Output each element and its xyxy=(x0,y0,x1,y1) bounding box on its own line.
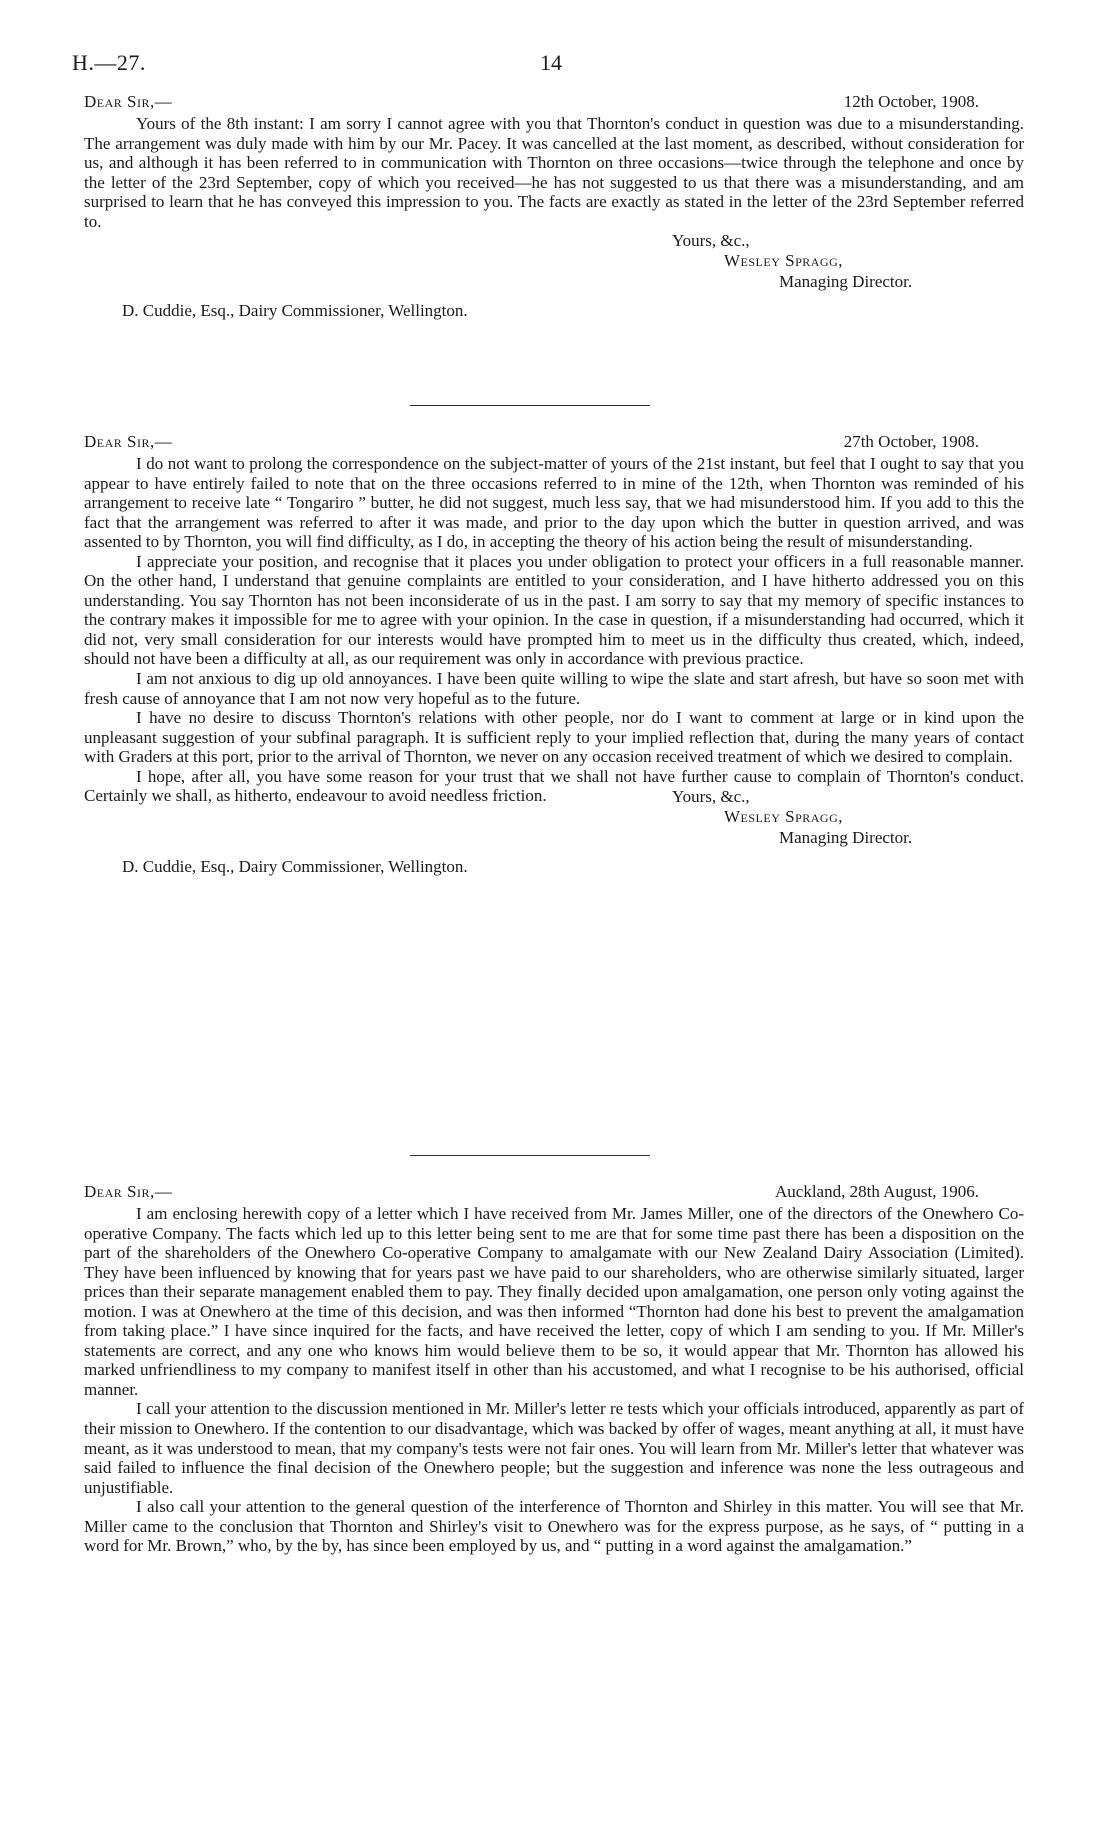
paragraph: I also call your attention to the general question of the interference of Thornton and Shirley in this matter. You will see that Mr. Miller came to the conclusion that Thornton and Shirley's visit to Onewhero was for the express purpose, as he says, of “ putting in a word for Mr. Brown,” who, by the by, has since been employed by us, and “ putting in a word against the amalgamation.” xyxy=(84,1497,1024,1556)
signatory-name: Wesley Spragg, xyxy=(724,806,844,826)
letter-2 xyxy=(84,432,1024,877)
signatory-title: Managing Director. xyxy=(779,827,913,847)
salutation: Dear Sir,— xyxy=(84,432,173,451)
salutation: Dear Sir,— xyxy=(84,92,173,111)
paragraph: I am enclosing herewith copy of a letter which I have received from Mr. James Miller, one of the directors of the Onewhero Co-operative Company. The facts which led up to this letter being sent to me are that for some time past there has been a disposition on the part of the shareholders of the Onewhero Co-operative Company to amalgamate with our New Zealand Dairy Association (Limited). They have been influenced by knowing that for years past we have paid to our shareholders, who are otherwise similarly situated, larger prices than their separate management enabled them to pay. They finally decided upon amalgamation, one person only voting against the motion. I was at Onewhero at the time of this decision, and was then informed “Thornton had done his best to prevent the amalgamation from taking place.” I have since inquired for the facts, and have received the letter, copy of which I am sending to you. If Mr. Miller's statements are correct, and any one who knows him would believe them to be so, it would appear that Mr. Thornton has allowed his marked unfriendliness to my company to manifest itself in other than his accustomed, and what I recognise to be his authorised, official manner. xyxy=(84,1204,1024,1399)
letter-3-heading xyxy=(84,1182,1024,1204)
letter-1-heading xyxy=(84,92,1024,114)
paragraph: Yours of the 8th instant: I am sorry I cannot agree with you that Thornton's conduct in question was due to a misunderstanding. The arrangement was duly made with him by our Mr. Pacey. It was cancelled at the last moment, as described, without consideration for us, and although it has been referred to in communication with Thornton on three occasions—twice through the telephone and once by the letter of the 23rd September, copy of which you received—he has not suggested to us that there was a misunderstanding, and am surprised to learn that he has conveyed this impression to you. The facts are exactly as stated in the letter of the 23rd September referred to. xyxy=(84,114,1024,231)
section-divider xyxy=(410,1155,650,1156)
paragraph: I call your attention to the discussion mentioned in Mr. Miller's letter re tests which your officials introduced, apparently as part of their mission to Onewhero. If the contention to our disadvantage, which was backed by offer of wages, meant anything at all, it must have meant, as it was understood to mean, that my company's tests were not fair ones. You will learn from Mr. Miller's letter that whatever was said failed to influence the final decision of the Onewhero people; but the suggestion and inference was none the less outrageous and unjustifiable. xyxy=(84,1399,1024,1497)
signature-block xyxy=(84,231,1024,295)
page-header xyxy=(72,50,1012,80)
paragraph: I appreciate your position, and recognise that it places you under obligation to protect your officers in a full reasonable manner. On the other hand, I understand that genuine complaints are entitled to your consideration, and I have hitherto addressed you on this understanding. You say Thornton has not been inconsiderate of us in the past. I am sorry to say that my memory of specific instances to the contrary makes it impossible for me to agree with your opinion. In the case in question, if a misunderstanding had occurred, which it did not, very small consideration for our interests would have prompted him to meet us in the difficulty thus created, which, indeed, should not have been a difficulty at all, as our requirement was only in accordance with previous practice. xyxy=(84,551,1024,669)
addressee: D. Cuddie, Esq., Dairy Commissioner, Wellington. xyxy=(122,301,468,321)
paragraph: I have no desire to discuss Thornton's relations with other people, nor do I want to comment at large or in kind upon the unpleasant suggestion of your subfinal paragraph. It is sufficient reply to your implied reflection that, during the many years of contact with Graders at this port, prior to the arrival of Thornton, we never on any occasion received treatment of which we desired to complain. xyxy=(84,708,1024,767)
letter-1 xyxy=(84,92,1024,321)
letter-date: 12th October, 1908. xyxy=(843,92,979,111)
report-reference: H.—27. xyxy=(72,50,146,75)
page-number: 14 xyxy=(540,50,562,75)
paragraph: I hope, after all, you have some reason for your trust that we shall not have further cause to complain of Thornton's conduct. Certainly we shall, as hitherto, endeavour to avoid needless friction. xyxy=(84,766,1024,806)
letter-date: Auckland, 28th August, 1906. xyxy=(775,1182,979,1201)
paragraph: I am not anxious to dig up old annoyances. I have been quite willing to wipe the slate and start afresh, but have so soon met with fresh cause of annoyance that I am not now very hopeful as to the future. xyxy=(84,669,1024,708)
closing: Yours, &c., xyxy=(672,786,750,806)
signatory-name: Wesley Spragg, xyxy=(724,251,844,271)
addressee: D. Cuddie, Esq., Dairy Commissioner, Wellington. xyxy=(122,856,468,876)
paragraph: I do not want to prolong the correspondence on the subject-matter of yours of the 21st instant, but feel that I ought to say that you appear to have entirely failed to note that on the three occasions referred to in mine of the 12th, when Thornton was reminded of his arrangement to receive late “ Tongariro ” butter, he did not suggest, much less say, that we had misunderstood him. If you add to this the fact that the arrangement was referred to after it was made, and prior to the day upon which the butter in question arrived, and was assented to by Thornton, you will find difficulty, as I do, in accepting the theory of his action being the result of misunderstanding. xyxy=(84,454,1024,552)
letter-2-heading xyxy=(84,432,1024,454)
letter-date: 27th October, 1908. xyxy=(843,432,979,451)
closing: Yours, &c., xyxy=(672,231,750,251)
signatory-title: Managing Director. xyxy=(779,272,913,292)
letter-3 xyxy=(84,1182,1024,1556)
section-divider xyxy=(410,405,650,406)
salutation: Dear Sir,— xyxy=(84,1182,173,1201)
signature-block xyxy=(84,787,1024,851)
